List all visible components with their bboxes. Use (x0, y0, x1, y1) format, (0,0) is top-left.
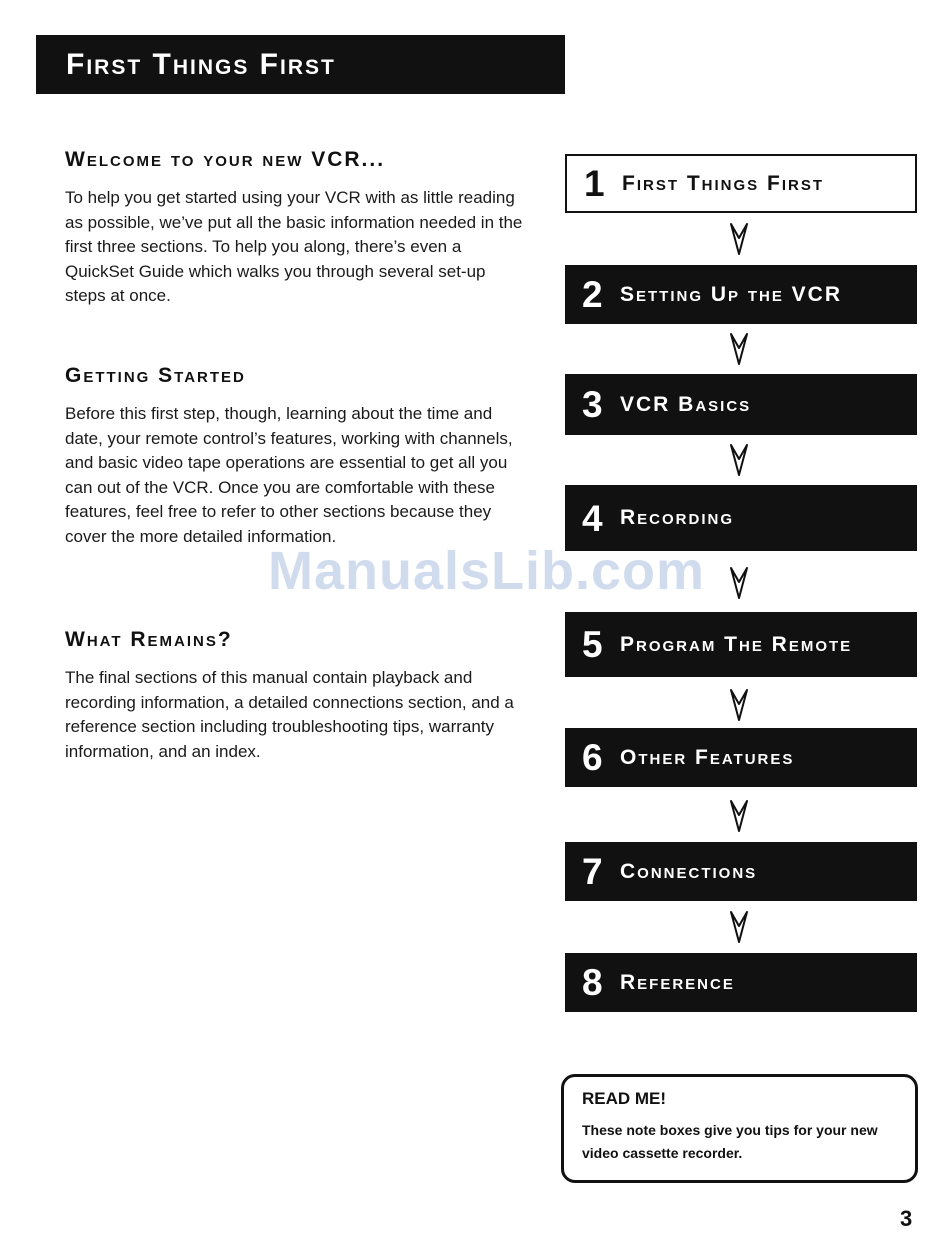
section-body: The final sections of this manual contain playback and recording information, a detailed connections section, and a reference section including troubleshooting tips, warranty information, and an index. (65, 668, 514, 761)
chapter-7 (565, 842, 917, 901)
chapter-5 (565, 612, 917, 677)
section-body: To help you get started using your VCR with as little reading as possible, we’ve put all the basic information needed in the first three sections. To help you along, there’s even a QuickSet Guide which walks you through several set-up steps at once. (65, 188, 523, 305)
section-what-remains (65, 628, 525, 764)
page-number: 3 (900, 1206, 913, 1231)
section-getting-started (65, 364, 525, 549)
chevron-down-icon (729, 799, 749, 833)
banner-title: First Things First (66, 48, 336, 81)
chapter-6 (565, 728, 917, 787)
chapter-number: 8 (582, 962, 603, 1003)
chapter-3 (565, 374, 917, 435)
note-body: These note boxes give you tips for your new video cassette recorder. (582, 1122, 878, 1161)
chevron-down-icon (729, 222, 749, 256)
chapter-title: Recording (620, 506, 735, 529)
chapter-title: VCR Basics (620, 392, 752, 416)
chapter-title: Setting Up the VCR (620, 282, 843, 306)
watermark: ManualsLib.com (268, 541, 706, 601)
section-heading: What Remains? (65, 628, 233, 651)
chapter-number: 6 (582, 737, 603, 778)
chapter-2 (565, 265, 917, 324)
chapter-number: 5 (582, 624, 603, 665)
chapter-number: 1 (584, 163, 605, 204)
chapter-1 (565, 154, 917, 213)
chapter-number: 2 (582, 274, 603, 315)
section-welcome (65, 148, 525, 309)
chevron-down-icon (729, 688, 749, 722)
chevron-down-icon (729, 910, 749, 944)
chevron-down-icon (729, 443, 749, 477)
chapter-number: 7 (582, 851, 603, 892)
section-heading: Getting Started (65, 364, 246, 387)
note-title: READ ME! (582, 1089, 667, 1108)
chapter-number: 4 (582, 497, 603, 539)
chevron-down-icon (729, 566, 749, 600)
chapter-title: First Things First (622, 171, 824, 195)
chevron-down-icon (729, 332, 749, 366)
page-banner (36, 35, 565, 94)
section-body: Before this first step, though, learning about the time and date, your remote control’s features, working with channels, and basic video tape operations are essential to get all you can out of the VCR. Once you are comfortable with these features, feel free to refer to other sections because they cover the more detailed information. (65, 404, 513, 546)
section-heading: Welcome to your new VCR... (65, 148, 386, 171)
read-me-note (561, 1074, 918, 1183)
chapter-8 (565, 953, 917, 1012)
chapter-title: Connections (620, 859, 758, 883)
chapter-title: Program The Remote (620, 632, 853, 656)
chapter-title: Reference (620, 970, 735, 994)
chapter-number: 3 (582, 384, 603, 425)
chapter-title: Other Features (620, 745, 795, 769)
